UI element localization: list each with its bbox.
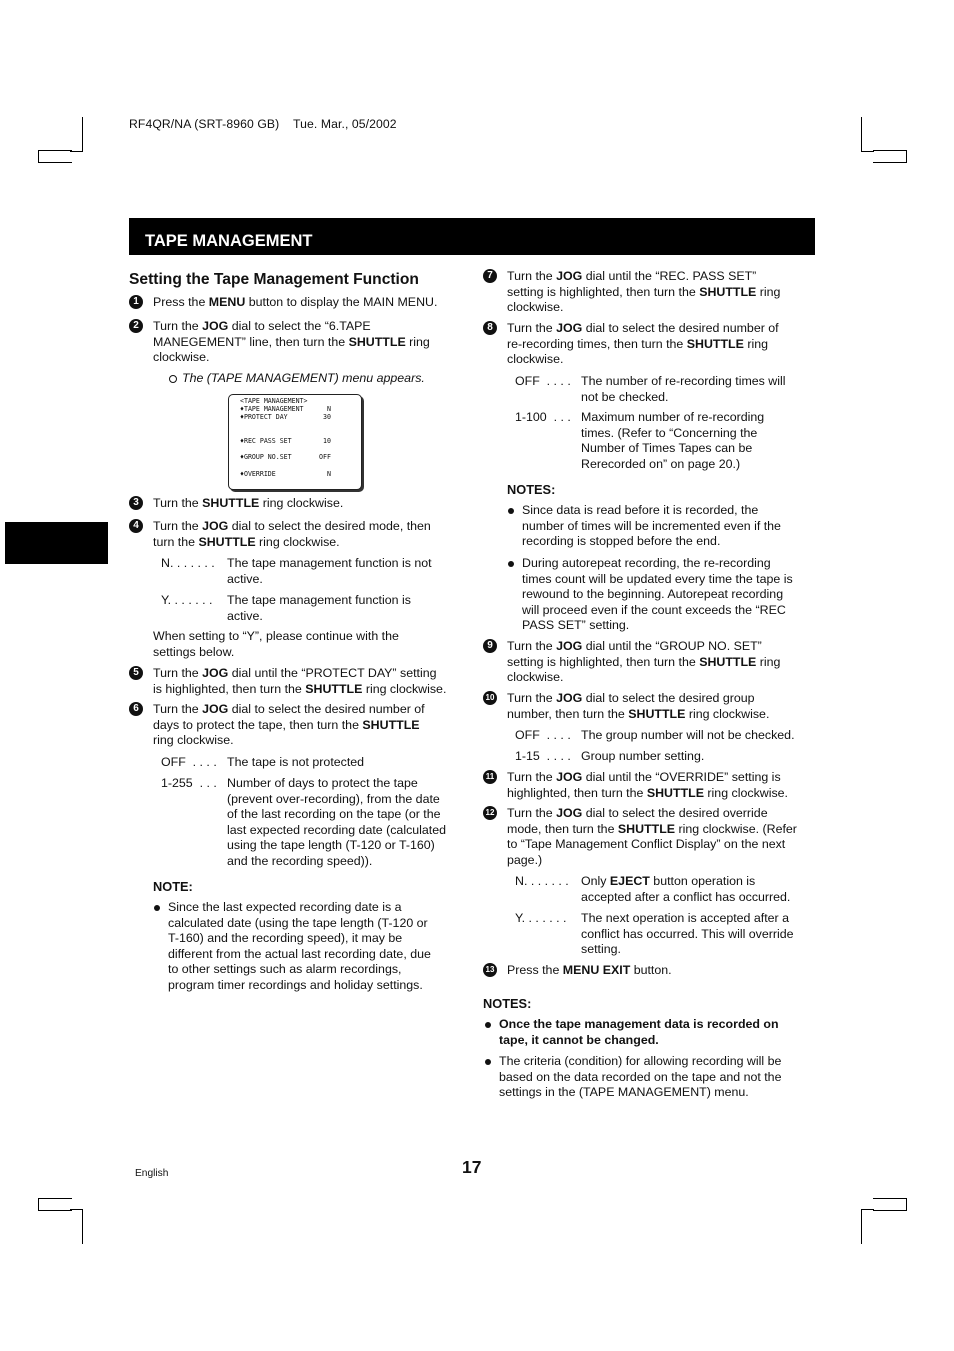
- option-desc-off: The tape is not protected: [227, 755, 365, 769]
- option-desc-range: Number of days to protect the tape (prevent over-recording), from the date of the last recording on the tape (or the last expected recording date (calculated using the tape length (T-120 or T-160) and the recording speed)).: [227, 776, 447, 868]
- bullet-icon: [508, 561, 514, 567]
- step-text: Turn the JOG dial to select the desired override mode, then turn the SHUTTLE ring clockwise. (Refer to “Tape Management Conflict Display” on the next page.): [507, 806, 797, 867]
- crop-mark-top-right-h: [873, 150, 907, 163]
- crop-mark-bottom-right-v: [861, 1209, 874, 1244]
- step-4-continuation: When setting to “Y”, please continue with the settings below.: [153, 629, 399, 659]
- option-key-off: OFF . . . .: [515, 374, 571, 388]
- menu-value-group-no-set: OFF: [319, 453, 331, 461]
- option-key-off: OFF . . . .: [515, 728, 571, 742]
- step-number: 6: [129, 702, 143, 716]
- notes-label: NOTES:: [507, 482, 556, 497]
- menu-title: <TAPE MANAGEMENT>: [240, 397, 308, 405]
- step-text: Turn the JOG dial until the “GROUP NO. SET” setting is highlighted, then turn the SHUTTLE ring clockwise.: [507, 639, 781, 685]
- section-heading: Setting the Tape Management Function: [129, 271, 419, 288]
- step-text: Turn the JOG dial until the “REC. PASS SET” setting is highlighted, then turn the SHUTTLE ring clockwise.: [507, 269, 781, 315]
- menu-item-group-no-set: ♦GROUP NO.SET: [240, 453, 292, 461]
- step-text: Turn the JOG dial until the “OVERRIDE” setting is highlighted, then turn the SHUTTLE ring clockwise.: [507, 770, 788, 800]
- step-number: 1: [129, 295, 143, 309]
- option-desc-range: Group number setting.: [581, 749, 705, 763]
- notes-label: NOTES:: [483, 996, 532, 1011]
- option-key-n: N. . . . . . .: [161, 556, 215, 570]
- step-number: 10: [483, 691, 497, 705]
- option-key-n: N. . . . . . .: [515, 874, 569, 888]
- crop-mark-top-right: [861, 117, 874, 152]
- menu-value-override: N: [327, 470, 331, 478]
- crop-mark-bottom-left-v: [70, 1209, 83, 1244]
- bullet-icon: [485, 1059, 491, 1065]
- option-key-range: 1-255 . . .: [161, 776, 217, 790]
- note-text: During autorepeat recording, the re-recording times count will be updated every time the tape is rewound to the beginning. Autorepeat recording will proceed even if the count exceeds the “REC PASS SET” setting.: [522, 556, 793, 633]
- step-text: Turn the JOG dial until the “PROTECT DAY” setting is highlighted, then turn the SHUTTLE ring clockwise.: [153, 666, 447, 696]
- step-text: Turn the JOG dial to select the “6.TAPE MANEGEMENT” line, then turn the SHUTTLE ring clockwise.: [153, 319, 430, 365]
- tape-management-menu-screen: [228, 394, 362, 490]
- bullet-icon: [508, 508, 514, 514]
- step-number: 9: [483, 639, 497, 653]
- language-label: English: [135, 1168, 169, 1179]
- menu-item-protect-day: ♦PROTECT DAY: [240, 413, 288, 421]
- step-2-result: The (TAPE MANAGEMENT) menu appears.: [182, 371, 425, 385]
- option-desc-off: The number of re-recording times will not be checked.: [581, 374, 786, 404]
- menu-value-tape-management: N: [327, 405, 331, 413]
- option-desc-y: The tape management function is active.: [227, 593, 411, 623]
- note-text: Since the last expected recording date is a calculated date (using the tape length (T-120 or T-160) and the recording speed), it may be different from the actual last recording date, due to other settings such as alarm recordings, program timer recordings and holiday settings.: [168, 900, 431, 992]
- step-text: Turn the JOG dial to select the desired mode, then turn the SHUTTLE ring clockwise.: [153, 519, 431, 549]
- step-text: Turn the JOG dial to select the desired group number, then turn the SHUTTLE ring clockwise.: [507, 691, 770, 721]
- sub-bullet-icon: [169, 375, 177, 383]
- option-key-range: 1-100 . . .: [515, 410, 571, 424]
- document-reference: RF4QR/NA (SRT-8960 GB) Tue. Mar., 05/2002: [129, 117, 397, 131]
- crop-mark-top-left-h: [38, 150, 72, 163]
- step-number: 2: [129, 319, 143, 333]
- step-text: Press the MENU button to display the MAIN MENU.: [153, 295, 438, 309]
- crop-mark-bottom-left: [38, 1198, 72, 1211]
- option-key-y: Y. . . . . . .: [161, 593, 213, 607]
- option-desc-off: The group number will not be checked.: [581, 728, 795, 742]
- step-number: 7: [483, 269, 497, 283]
- menu-value-protect-day: 30: [323, 413, 331, 421]
- note-text-bold: Once the tape management data is recorded on tape, it cannot be changed.: [499, 1017, 779, 1047]
- menu-item-rec-pass-set: ♦REC PASS SET: [240, 437, 292, 445]
- page-number: 17: [462, 1157, 482, 1177]
- note-text: Since data is read before it is recorded, the number of times will be incremented even if the recording is stopped before the end.: [522, 503, 781, 549]
- note-text: The criteria (condition) for allowing recording will be based on the data recorded on the tape and not the settings in the (TAPE MANAGEMENT) menu.: [499, 1054, 782, 1100]
- step-text: Press the MENU EXIT button.: [507, 963, 672, 977]
- step-number: 13: [483, 963, 497, 977]
- crop-mark-top-left: [70, 117, 83, 152]
- crop-mark-bottom-right: [873, 1198, 907, 1211]
- step-text: Turn the JOG dial to select the desired number of days to protect the tape, then turn the SHUTTLE ring clockwise.: [153, 702, 425, 748]
- side-tab: [5, 522, 108, 564]
- bullet-icon: [154, 905, 160, 911]
- step-number: 5: [129, 666, 143, 680]
- step-text: Turn the SHUTTLE ring clockwise.: [153, 496, 344, 510]
- option-desc-range: Maximum number of re-recording times. (Refer to “Concerning the Number of Times Tapes can be Rerecorded on” on page 20.): [581, 410, 765, 471]
- step-number: 12: [483, 806, 497, 820]
- page-title: TAPE MANAGEMENT: [145, 232, 313, 250]
- menu-item-override: ♦OVERRIDE: [240, 470, 276, 478]
- menu-value-rec-pass-set: 10: [323, 437, 331, 445]
- step-number: 8: [483, 321, 497, 335]
- section-banner: [129, 218, 815, 255]
- bullet-icon: [485, 1022, 491, 1028]
- option-desc-y: The next operation is accepted after a conflict has occurred. This will override setting.: [581, 911, 794, 957]
- step-text: Turn the JOG dial to select the desired number of re-recording times, then turn the SHUTTLE ring clockwise.: [507, 321, 779, 367]
- step-number: 4: [129, 519, 143, 533]
- note-label: NOTE:: [153, 879, 193, 894]
- step-number: 3: [129, 496, 143, 510]
- option-key-range: 1-15 . . . .: [515, 749, 571, 763]
- option-key-off: OFF . . . .: [161, 755, 217, 769]
- option-key-y: Y. . . . . . .: [515, 911, 567, 925]
- option-desc-n: Only EJECT button operation is accepted after a conflict has occurred.: [581, 874, 791, 904]
- step-number: 11: [483, 770, 497, 784]
- option-desc-n: The tape management function is not active.: [227, 556, 432, 586]
- menu-item-tape-management: ♦TAPE MANAGEMENT: [240, 405, 304, 413]
